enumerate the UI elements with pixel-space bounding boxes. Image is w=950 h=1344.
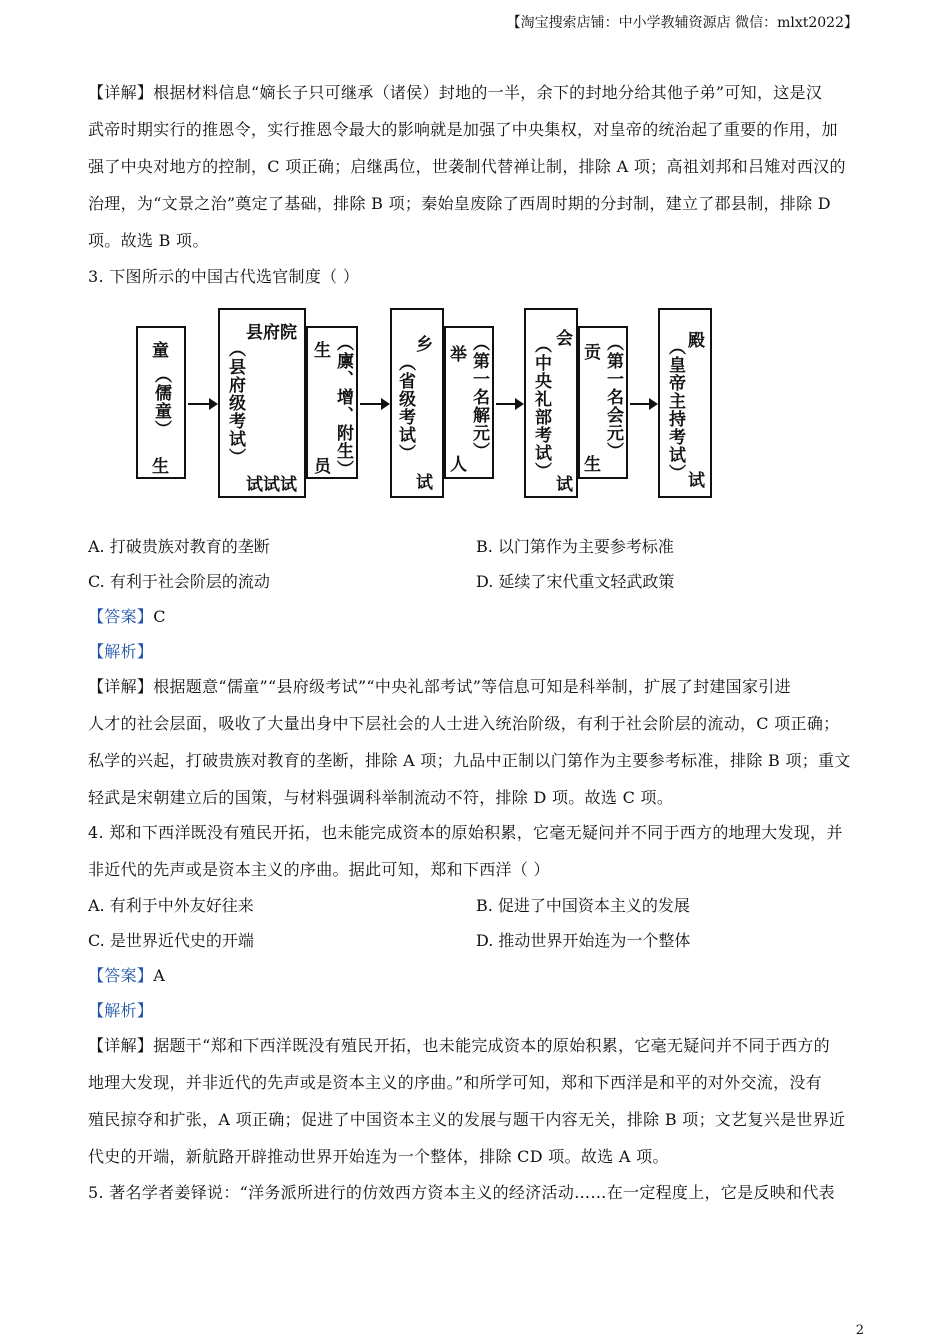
q3-detail-line-2: 人才的社会层面，吸收了大量出身中下层社会的人士进入统治阶级，有利于社会阶层的流动，C 项正确；	[88, 714, 840, 733]
q3-stem: 3. 下图所示的中国古代选官制度（ ）	[88, 267, 360, 286]
q3-detail-line-3: 私学的兴起，打破贵族对教育的垄断，排除 A 项；九品中正制以门第作为主要参考标准，排除 B 项；重文	[88, 751, 851, 770]
q4-option-b: B. 促进了中国资本主义的发展	[476, 896, 690, 915]
box7-top: 贡	[584, 343, 601, 363]
box6-col: （中央礼部考试）	[531, 336, 551, 480]
q4-analysis-tag: 【解析】	[88, 1001, 154, 1020]
box-juren	[444, 326, 494, 479]
box8-bot: 试	[688, 471, 705, 491]
box4-bot: 试	[416, 473, 433, 493]
q3-answer-tag: 【答案】	[88, 607, 154, 626]
box-gongsheng	[578, 326, 628, 479]
q2-detail-line-2: 武帝时期实行的推恩令，实行推恩令最大的影响就是加强了中央集权，对皇帝的统治起了重要的作用，加	[88, 120, 838, 139]
box-palace-exam	[658, 308, 712, 498]
q3-answer	[88, 604, 863, 627]
q4-stem-line-2: 非近代的先声或是资本主义的序曲。据此可知，郑和下西洋（ ）	[88, 860, 550, 879]
box-county-exam	[218, 308, 306, 498]
q2-detail-line-3: 强了中央对地方的控制，C 项正确；启继禹位，世袭制代替禅让制，排除 A 项；高祖刘邦和吕雉对西汉的	[88, 157, 846, 176]
q4-answer-tag: 【答案】	[88, 966, 154, 985]
box2-bottom: 试试试	[246, 475, 297, 495]
q2-detail-line-1: 【详解】根据材料信息“嫡长子只可继承（诸侯）封地的一半，余下的封地分给其他子弟”可知，这是汉	[88, 83, 823, 102]
q4-answer-value: A	[153, 966, 166, 985]
q2-detail-line-5: 项。故选 B 项。	[88, 231, 209, 250]
q4-detail-line-1: 【详解】据题干“郑和下西洋既没有殖民开拓，也未能完成资本的原始积累，它毫无疑问并不同于西方的	[88, 1036, 830, 1055]
box-shengyuan	[306, 326, 358, 479]
q4-option-a: A. 有利于中外友好往来	[88, 896, 254, 915]
page-header: 【淘宝搜索店铺：中小学教辅资源店 微信：mlxt2022】	[506, 15, 858, 31]
q4-answer	[88, 963, 863, 986]
q4-stem-line-1: 4. 郑和下西洋既没有殖民开拓，也未能完成资本的原始积累，它毫无疑问并不同于西方的地理大发现，并	[88, 823, 843, 842]
box-tongsheng	[136, 326, 186, 479]
q3-detail-line-4: 轻武是宋朝建立后的国策，与材料强调科举制流动不符，排除 D 项。故选 C 项。	[88, 788, 674, 807]
box5-bot: 人	[450, 455, 467, 475]
q2-detail-line-4: 治理，为“文景之治”奠定了基础，排除 B 项；秦始皇废除了西周时期的分封制，建立了郡县制，排除 D	[88, 194, 831, 213]
page-number: 2	[855, 1323, 864, 1338]
box6-top: 会	[556, 329, 573, 349]
box4-col: （省级考试）	[395, 354, 415, 462]
arrow-2	[360, 403, 388, 405]
box8-top: 殿	[688, 331, 705, 351]
arrow-1	[188, 403, 216, 405]
arrow-4	[630, 403, 656, 405]
q3-option-a: A. 打破贵族对教育的垄断	[88, 537, 270, 556]
box8-col: （皇帝主持考试）	[665, 338, 685, 482]
q3-detail-line-1: 【详解】根据题意“儒童”“县府级考试”“中央礼部考试”等信息可知是科举制，扩展了封建国家引进	[88, 677, 791, 696]
box-metropolitan-exam	[524, 308, 578, 498]
box1-top: 童	[152, 341, 169, 361]
q3-answer-value: C	[153, 607, 166, 626]
box3-bot: 员	[314, 457, 331, 477]
arrow-3	[496, 403, 522, 405]
q4-detail-line-4: 代史的开端，新航路开辟推动世界开始连为一个整体，排除 CD 项。故选 A 项。	[88, 1147, 669, 1166]
q3-option-b: B. 以门第作为主要参考标准	[476, 537, 674, 556]
box5-col: （第一名解元）	[469, 334, 489, 460]
box1-col: （儒童）	[151, 366, 171, 438]
exam-system-diagram	[130, 300, 720, 505]
box2-col: （县府级考试）	[225, 340, 245, 466]
q4-option-d: D. 推动世界开始连为一个整体	[476, 931, 691, 950]
box-provincial-exam	[390, 308, 444, 498]
box5-top: 举	[450, 345, 467, 365]
box3-col: （廪、增、附生）	[333, 334, 353, 478]
q3-option-d: D. 延续了宋代重文轻武政策	[476, 572, 675, 591]
box3-top: 生	[314, 341, 331, 361]
q5-stem-line-1: 5. 著名学者姜铎说：“洋务派所进行的仿效西方资本主义的经济活动……在一定程度上，它是反映和代表	[88, 1183, 835, 1202]
q4-detail-line-3: 殖民掠夺和扩张，A 项正确；促进了中国资本主义的发展与题干内容无关，排除 B 项；文艺复兴是世界近	[88, 1110, 846, 1129]
box2-title: 县府院	[246, 323, 297, 343]
q3-option-c: C. 有利于社会阶层的流动	[88, 572, 270, 591]
box7-col: （第一名会元）	[603, 334, 623, 460]
q3-analysis-tag: 【解析】	[88, 642, 154, 661]
q4-detail-line-2: 地理大发现，并非近代的先声或是资本主义的序曲。”和所学可知，郑和下西洋是和平的对外交流，没有	[88, 1073, 822, 1092]
box4-top: 乡	[416, 335, 433, 355]
box6-bot: 试	[556, 475, 573, 495]
box1-bot: 生	[152, 457, 169, 477]
q4-option-c: C. 是世界近代史的开端	[88, 931, 254, 950]
box7-bot: 生	[584, 455, 601, 475]
